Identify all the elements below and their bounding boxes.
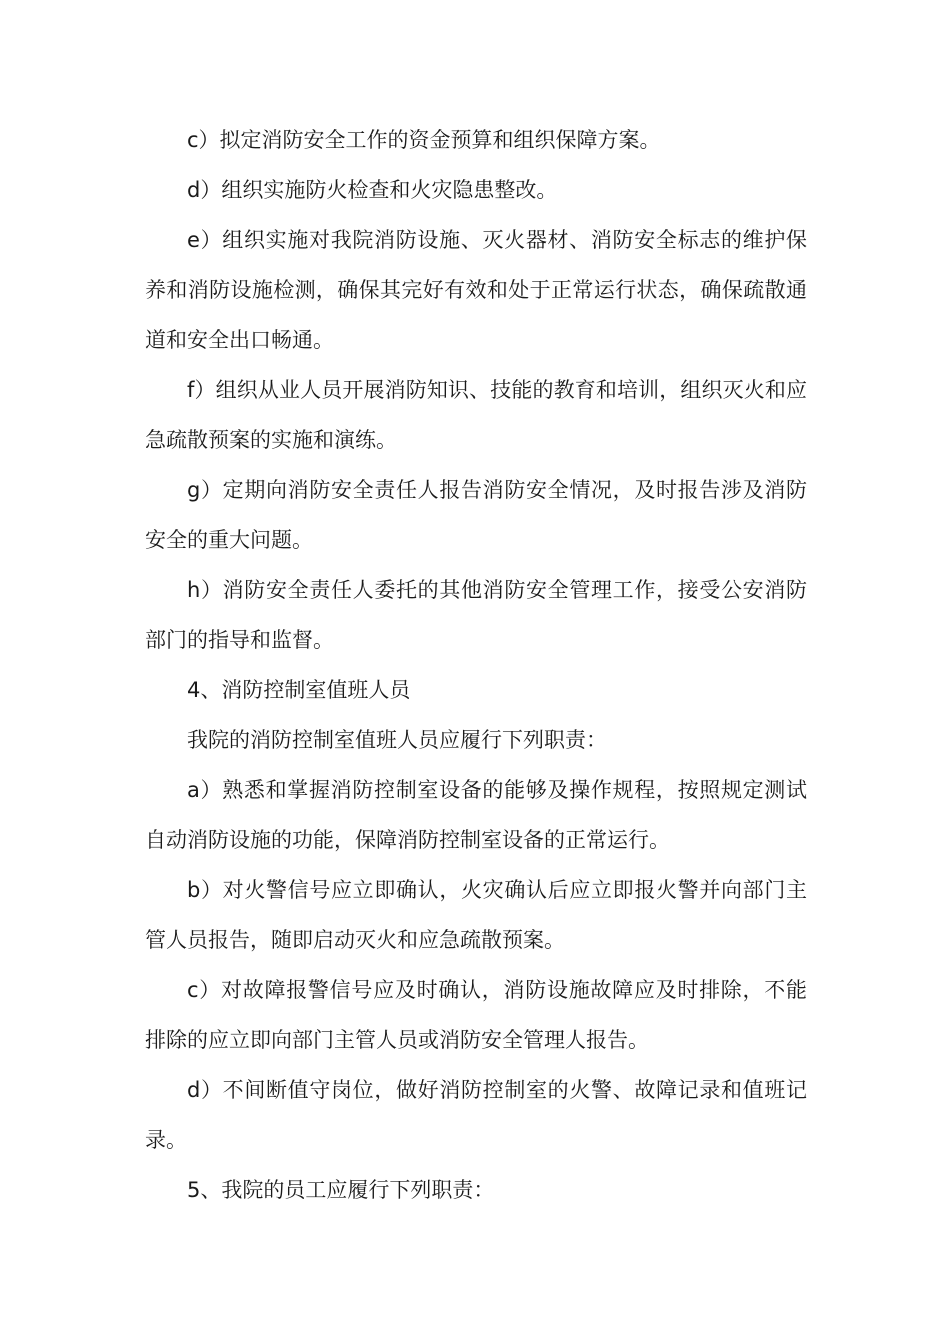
section-heading-control-room-staff: 4、消防控制室值班人员 — [187, 678, 411, 702]
paragraph-item-b-fire-alarm: b）对火警信号应立即确认，火灾确认后应立即报火警并向部门主管人员报告，随即启动灭火和应急疏散预案。 — [145, 878, 807, 952]
paragraph-item-a-equipment: a）熟悉和掌握消防控制室设备的能够及操作规程，按照规定测试自动消防设施的功能，保障消防控制室设备的正常运行。 — [145, 778, 807, 852]
paragraph-item-f-training: f）组织从业人员开展消防知识、技能的教育和培训，组织灭火和应急疏散预案的实施和演练。 — [145, 378, 807, 452]
paragraph-item-d-inspection: d）组织实施防火检查和火灾隐患整改。 — [187, 178, 558, 202]
paragraph-item-g-reporting: g）定期向消防安全责任人报告消防安全情况，及时报告涉及消防安全的重大问题。 — [145, 478, 807, 552]
paragraph-item-d-on-duty: d）不间断值守岗位，做好消防控制室的火警、故障记录和值班记录。 — [145, 1078, 807, 1152]
paragraph-item-h-other-duties: h）消防安全责任人委托的其他消防安全管理工作，接受公安消防部门的指导和监督。 — [145, 578, 807, 652]
paragraph-item-c-fault-alarm: c）对故障报警信号应及时确认，消防设施故障应及时排除，不能排除的应立即向部门主管人员或消防安全管理人报告。 — [145, 978, 807, 1052]
document-body — [145, 115, 807, 1215]
section-heading-staff-duties: 5、我院的员工应履行下列职责： — [187, 1178, 495, 1202]
paragraph-item-e-maintenance: e）组织实施对我院消防设施、灭火器材、消防安全标志的维护保养和消防设施检测，确保其完好有效和处于正常运行状态，确保疏散通道和安全出口畅通。 — [145, 228, 807, 352]
paragraph-control-room-intro: 我院的消防控制室值班人员应履行下列职责： — [187, 728, 607, 752]
paragraph-item-c-budget: c）拟定消防安全工作的资金预算和组织保障方案。 — [187, 128, 661, 152]
